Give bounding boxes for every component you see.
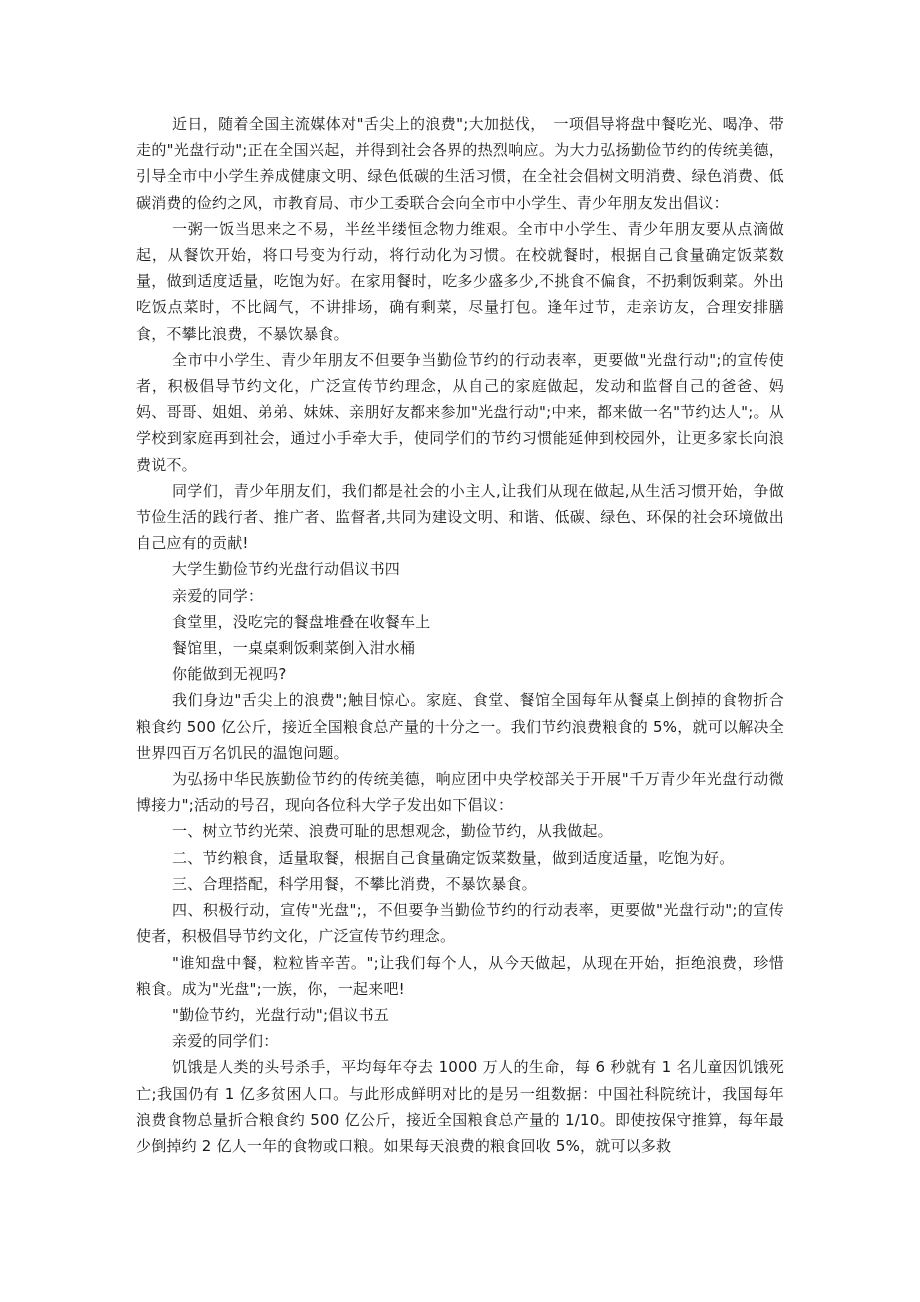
list-item-4: 四、积极行动，宣传"光盘";，不但要争当勤俭节约的行动表率，更要做"光盘行动";的宣传使者，积极倡导节约文化，广泛宣传节约理念。	[136, 901, 784, 946]
list-item-3: 三、合理搭配，科学用餐，不攀比消费，不暴饮暴食。	[172, 874, 537, 893]
paragraph-restaurant: 餐馆里，一桌桌剩饭剩菜倒入泔水桶	[172, 639, 416, 658]
paragraph-canteen: 食堂里，没吃完的餐盘堆叠在收餐车上	[172, 612, 431, 631]
list-item-2: 二、节约粮食，适量取餐，根据自己食量确定饭菜数量，做到适度适量，吃饱为好。	[172, 848, 735, 867]
paragraph-call: 同学们，青少年朋友们，我们都是社会的小主人,让我们从现在做起,从生活习惯开始，争做节俭生活的践行者、推广者、监督者,共同为建设文明、和谐、低碳、绿色、环保的社会环境做出自己应有的贡献!	[136, 481, 784, 553]
section-title-four: 大学生勤俭节约光盘行动倡议书四	[172, 560, 401, 579]
paragraph-saving: 一粥一饭当思来之不易，半丝半缕恒念物力维艰。全市中小学生、青少年朋友要从点滴做起，从餐饮开始，将口号变为行动，将行动化为习惯。在校就餐时，根据自己食量确定饭菜数量，做到适度适量，吃饱为好。在家用餐时，吃多少盛多少,不挑食不偏食，不扔剩饭剩菜。外出吃饭点菜时，不比阔气，不讲排场，确有剩菜，尽量打包。逢年过节，走亲访友，合理安排膳食，不攀比浪费，不暴饮暴食。	[136, 219, 784, 343]
document-body	[136, 111, 784, 1159]
paragraph-initiative: 为弘扬中华民族勤俭节约的传统美德，响应团中央学校部关于开展"千万青少年光盘行动微博接力";活动的号召，现向各位科大学子发出如下倡议：	[136, 770, 784, 815]
list-item-1: 一、树立节约光荣、浪费可耻的思想观念，勤俭节约，从我做起。	[172, 822, 613, 841]
salutation: 亲爱的同学：	[172, 586, 264, 605]
paragraph-poem: "谁知盘中餐，粒粒皆辛苦。";让我们每个人，从今天做起，从现在开始，拒绝浪费，珍惜粮食。成为"光盘";一族，你，一起来吧!	[136, 953, 784, 998]
section-title-five: "勤俭节约，光盘行动";倡议书五	[172, 1005, 390, 1024]
paragraph-hunger: 饥饿是人类的头号杀手，平均每年夺去 1000 万人的生命，每 6 秒就有 1 名儿童因饥饿死亡;我国仍有 1 亿多贫困人口。与此形成鲜明对比的是另一组数据：中国社科院统计，我国每年浪费食物总量折合粮食约 500 亿公斤，接近全国粮食总产量的 1/10。即使按保守推算，每年最少倒掉约 2 亿人一年的食物或口粮。如果每天浪费的粮食回收 5%，就可以多救	[136, 1058, 784, 1155]
paragraph-intro: 近日，随着全国主流媒体对"舌尖上的浪费";大加挞伐， 一项倡导将盘中餐吃光、喝净、带走的"光盘行动";正在全国兴起，并得到社会各界的热烈响应。为大力弘扬勤俭节约的传统美德，引导全市中小学生养成健康文明、绿色低碳的生活习惯，在全社会倡树文明消费、绿色消费、低碳消费的俭约之风，市教育局、市少工委联合会向全市中小学生、青少年朋友发出倡议：	[136, 115, 784, 212]
paragraph-waste-stats: 我们身边"舌尖上的浪费";触目惊心。家庭、食堂、餐馆全国每年从餐桌上倒掉的食物折合粮食约 500 亿公斤，接近全国粮食总产量的十分之一。我们节约浪费粮食的 5%，就可以解决全世界四百万名饥民的温饱问题。	[136, 691, 784, 762]
paragraph-question: 你能做到无视吗?	[172, 665, 287, 684]
paragraph-ambassador: 全市中小学生、青少年朋友不但要争当勤俭节约的行动表率，更要做"光盘行动";的宣传使者，积极倡导节约文化，广泛宣传节约理念，从自己的家庭做起，发动和监督自己的爸爸、妈妈、哥哥、姐姐、弟弟、妹妹、亲朋好友都来参加"光盘行动";中来，都来做一名"节约达人";。从学校到家庭再到社会，通过小手牵大手，使同学们的节约习惯能延伸到校园外，让更多家长向浪费说不。	[136, 350, 784, 474]
salutation-five: 亲爱的同学们：	[172, 1032, 279, 1051]
